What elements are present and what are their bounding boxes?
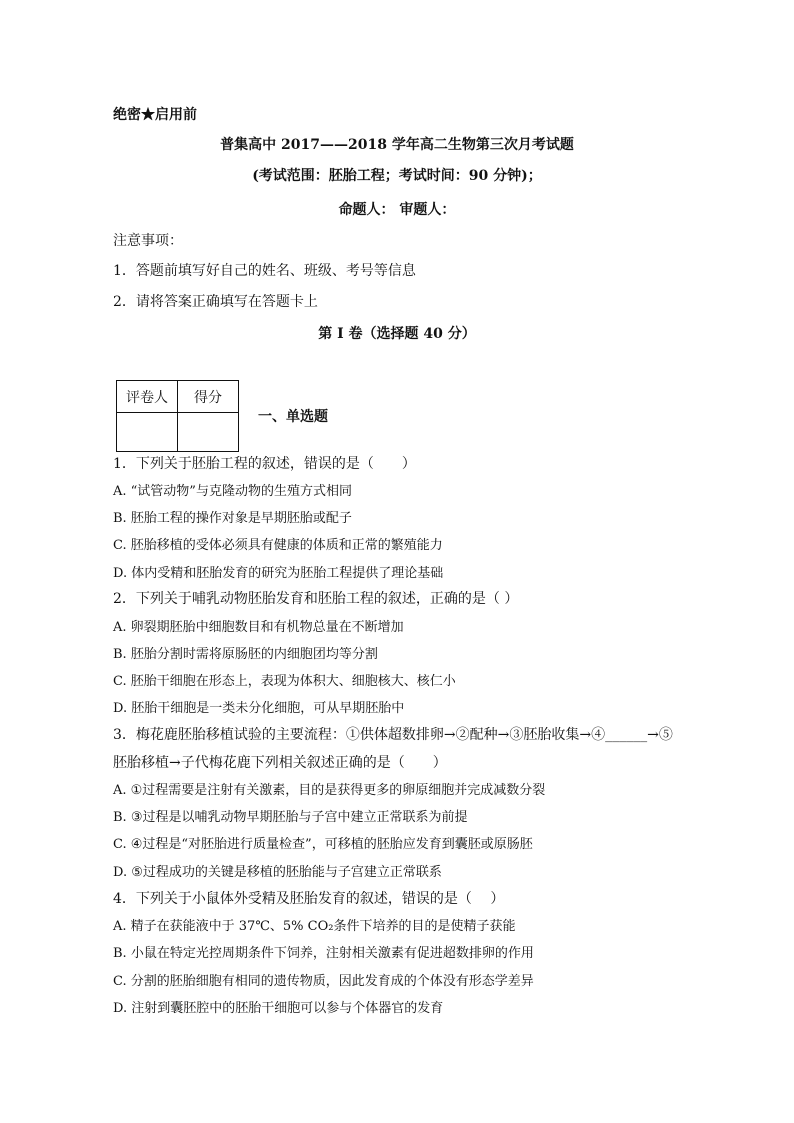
score-cell[interactable] (178, 413, 239, 452)
score-table (116, 380, 239, 452)
grader-header: 评卷人 (117, 381, 178, 413)
part-title: 第 I 卷（选择题 40 分） (318, 326, 476, 342)
question-stem: 1．下列关于胚胎工程的叙述，错误的是（ ） (113, 456, 416, 472)
question-stem: 3．梅花鹿胚胎移植试验的主要流程：①供体超数排卵→②配种→③胚胎收集→④______→⑤ (113, 727, 673, 743)
question-option: C. 分割的胚胎细胞有相同的遗传物质，因此发育成的个体没有形态学差异 (113, 974, 534, 989)
question-option: D. ⑤过程成功的关键是移植的胚胎能与子宫建立正常联系 (113, 865, 442, 880)
grader-cell[interactable] (117, 413, 178, 452)
question-option: A. ①过程需要是注射有关激素，目的是获得更多的卵原细胞并完成减数分裂 (113, 783, 546, 798)
notes-item: 1．答题前填写好自己的姓名、班级、考号等信息 (113, 263, 416, 279)
question-option: C. 胚胎移植的受体必须具有健康的体质和正常的繁殖能力 (113, 538, 443, 553)
question-option: D. 体内受精和胚胎发育的研究为胚胎工程提供了理论基础 (113, 566, 444, 581)
score-header: 得分 (178, 381, 239, 413)
question-option: C. 胚胎干细胞在形态上，表现为体积大、细胞核大、核仁小 (113, 674, 456, 689)
exam-title: 普集高中 2017——2018 学年高二生物第三次月考试题 (220, 137, 574, 153)
notes-heading: 注意事项： (113, 233, 183, 249)
authors-line: 命题人： 审题人： (338, 202, 456, 218)
question-option: B. 胚胎工程的操作对象是早期胚胎或配子 (113, 511, 352, 526)
confidential-label: 绝密★启用前 (113, 107, 197, 123)
notes-item: 2．请将答案正确填写在答题卡上 (113, 294, 318, 310)
question-option: C. ④过程是“对胚胎进行质量检查”，可移植的胚胎应发育到囊胚或原肠胚 (113, 837, 533, 852)
exam-subtitle: (考试范围：胚胎工程；考试时间：90 分钟)； (252, 168, 542, 184)
question-stem-continued: 胚胎移植→子代梅花鹿下列相关叙述正确的是（ ） (113, 755, 447, 771)
question-stem: 2．下列关于哺乳动物胚胎发育和胚胎工程的叙述，正确的是（ ） (113, 591, 519, 607)
question-option: A. “试管动物”与克隆动物的生殖方式相同 (113, 484, 352, 499)
question-stem: 4．下列关于小鼠体外受精及胚胎发育的叙述，错误的是（ ） (113, 891, 505, 907)
section-title: 一、单选题 (258, 409, 328, 425)
question-option: B. 小鼠在特定光控周期条件下饲养，注射相关激素有促进超数排卵的作用 (113, 946, 534, 961)
question-option: A. 精子在获能液中于 37℃、5% CO₂条件下培养的目的是使精子获能 (113, 919, 516, 934)
question-option: D. 注射到囊胚腔中的胚胎干细胞可以参与个体器官的发育 (113, 1001, 444, 1016)
question-option: B. 胚胎分割时需将原肠胚的内细胞团均等分割 (113, 647, 378, 662)
question-option: D. 胚胎干细胞是一类未分化细胞，可从早期胚胎中 (113, 701, 405, 716)
question-option: B. ③过程是以哺乳动物早期胚胎与子宫中建立正常联系为前提 (113, 810, 468, 825)
question-option: A. 卵裂期胚胎中细胞数目和有机物总量在不断增加 (113, 620, 404, 635)
